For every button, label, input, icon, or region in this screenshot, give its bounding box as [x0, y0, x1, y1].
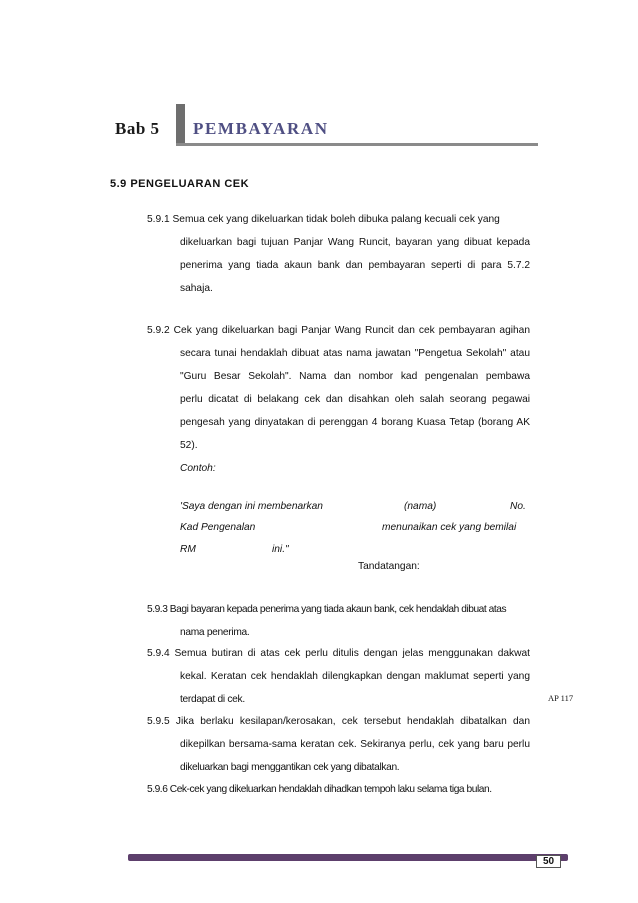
margin-reference: AP 117 [548, 693, 574, 703]
footer-bar [128, 854, 568, 861]
paragraph-line: 5.9.2 Cek yang dikeluarkan bagi Panjar Wang Runcit dan cek pembayaran agihan [147, 325, 530, 336]
paragraph-line: kekal. Keratan cek hendaklah dilengkapkan dengan maklumat seperti yang [180, 671, 530, 682]
section-heading: 5.9 PENGELUARAN CEK [110, 178, 250, 190]
example-line-3a: RM [180, 544, 196, 555]
paragraph-line: dikeluarkan bagi tujuan Panjar Wang Runcit, bayaran yang dibuat kepada [180, 237, 530, 248]
paragraph-line: 5.9.4 Semua butiran di atas cek perlu ditulis dengan jelas menggunakan dakwat [147, 648, 530, 659]
paragraph-line: nama penerima. [180, 627, 250, 638]
paragraph-line: 5.9.6 Cek-cek yang dikeluarkan hendaklah dihadkan tempoh laku selama tiga bulan. [147, 784, 492, 795]
example-line-2a: Kad Pengenalan [180, 522, 256, 533]
example-line-1a: 'Saya dengan ini membenarkan [180, 501, 323, 512]
paragraph-line: 5.9.3 Bagi bayaran kepada penerima yang tiada akaun bank, cek hendaklah dibuat atas [147, 604, 507, 615]
example-line-2b: menunaikan cek yang bemilai [382, 522, 517, 533]
example-label: Contoh: [180, 463, 216, 474]
paragraph-line: penerima yang tiada akaun bank dan pembayaran seperti di para 5.7.2 [180, 260, 530, 271]
paragraph-line: 52). [180, 440, 198, 451]
chapter-title: PEMBAYARAN [193, 119, 329, 138]
example-line-1b: (nama) [404, 501, 437, 512]
paragraph-line: terdapat di cek. [180, 694, 245, 705]
paragraph-line: 5.9.1 Semua cek yang dikeluarkan tidak boleh dibuka palang kecuali cek yang [147, 214, 500, 225]
paragraph-line: sahaja. [180, 283, 213, 294]
example-line-3b: ini." [272, 544, 289, 555]
paragraph-line: dikeluarkan bagi menggantikan cek yang dibatalkan. [180, 762, 400, 773]
page-number: 50 [536, 855, 561, 868]
example-line-1c: No. [510, 501, 526, 512]
paragraph-line: pengesah yang dinyatakan di perenggan 4 borang Kuasa Tetap (borang AK [180, 417, 530, 428]
paragraph-line: "Guru Besar Sekolah". Nama dan nombor kad pengenalan pembawa [180, 371, 530, 382]
header-bar-block [176, 104, 185, 144]
paragraph-line: 5.9.5 Jika berlaku kesilapan/kerosakan, cek tersebut hendaklah dibatalkan dan [147, 716, 530, 727]
signature-label: Tandatangan: [358, 561, 420, 572]
paragraph-line: perlu dicatat di belakang cek dan disahkan oleh salah seorang pegawai [180, 394, 530, 405]
paragraph-line: secara tunai hendaklah dibuat atas nama jawatan "Pengetua Sekolah" atau [180, 348, 530, 359]
chapter-number: Bab 5 [115, 119, 160, 138]
header-rule [176, 143, 538, 146]
paragraph-line: dikepilkan bersama-sama keratan cek. Sekiranya perlu, cek yang baru perlu [180, 739, 530, 750]
